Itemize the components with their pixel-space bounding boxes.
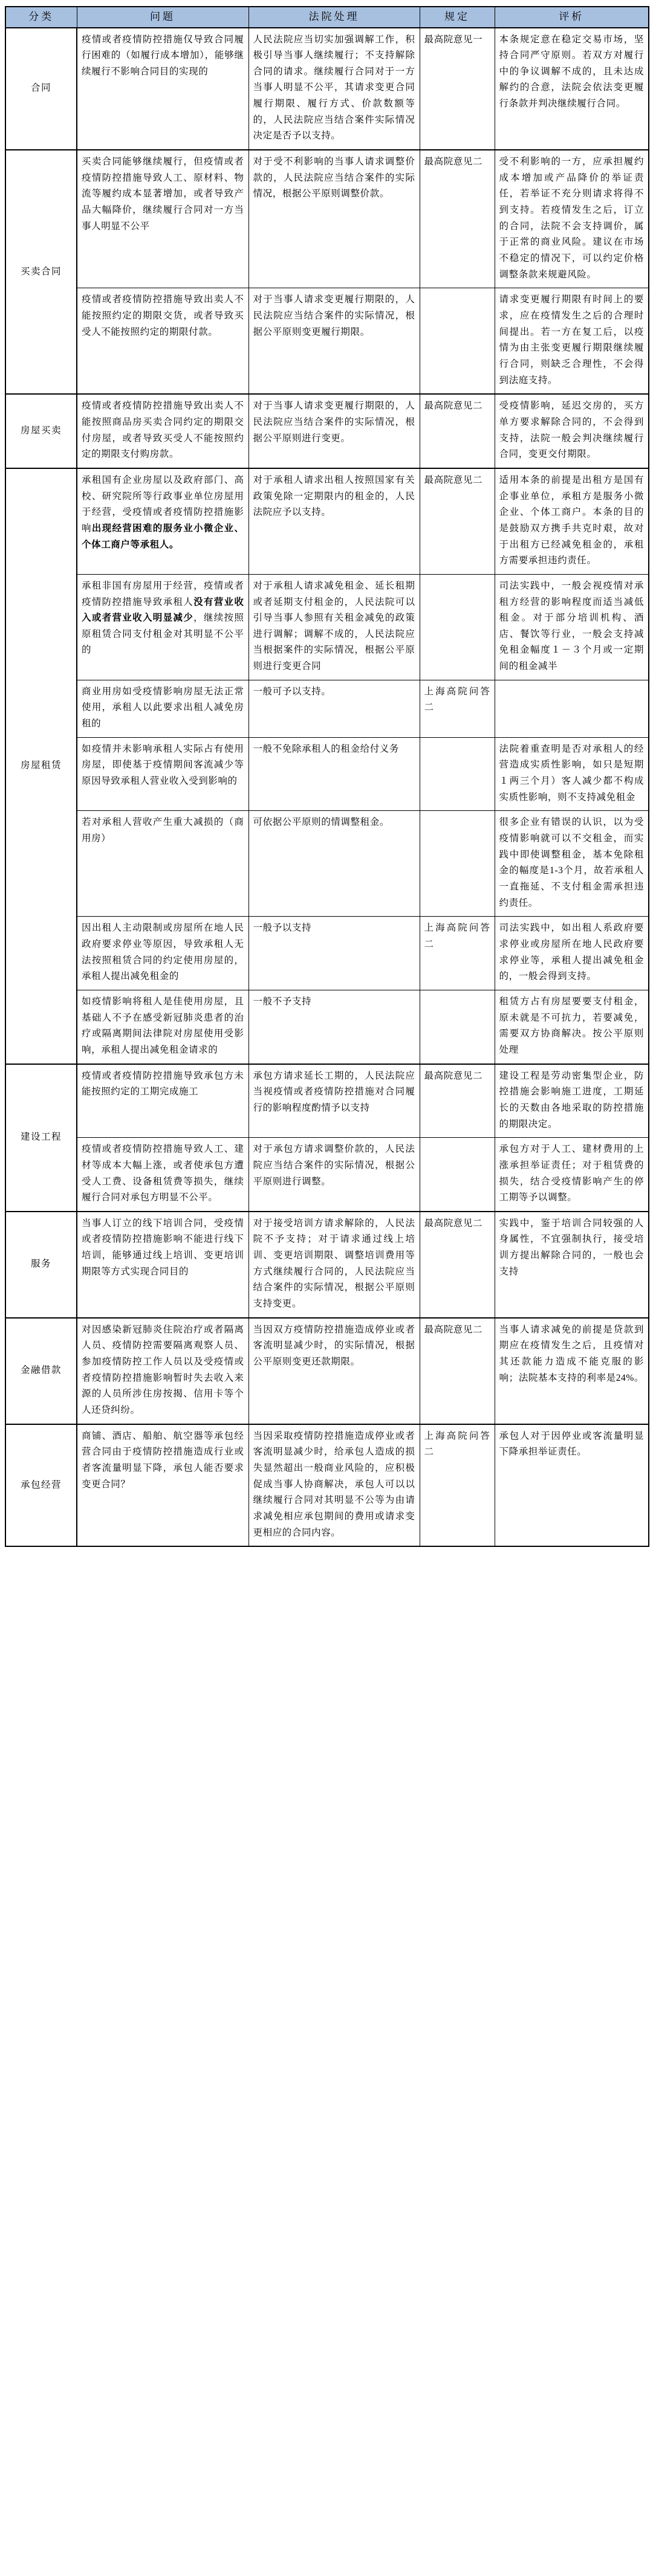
regulation-cell: 最高院意见二: [420, 468, 495, 574]
regulation-cell: 最高院意见二: [420, 150, 495, 288]
table-header: [5, 7, 649, 28]
regulation-cell: [420, 1138, 495, 1212]
court-handling-cell: 对于承租人请求出租人按照国家有关政策免除一定期限内的租金的，人民法院应予以支持。: [249, 468, 420, 574]
regulation-cell: 上海高院问答二: [420, 680, 495, 737]
table-row: [5, 28, 649, 150]
table-row: [5, 1138, 649, 1212]
table-row: [5, 1424, 649, 1547]
regulation-cell: 上海高院问答二: [420, 917, 495, 990]
analysis-cell: 司法实践中，一般会视疫情对承租方经营的影响程度而适当减低租金。对于部分培训机构、酒店、餐饮等行业，一般会支持减免租金幅度１－３个月或一定期间的租金减半: [495, 574, 649, 680]
court-handling-cell: 当因双方疫情防控措施造成停业或者客流明显减少时，的实际情况，根据公平原则变更还款期限。: [249, 1318, 420, 1424]
category-cell: 买卖合同: [5, 150, 77, 394]
problem-cell: 如疫情并未影响承租人实际占有使用房屋，即使基于疫情期间客流减少等原因导致承租人营业收入受到影响的: [77, 737, 249, 811]
analysis-cell: 建设工程是劳动密集型企业，防控措施会影响施工进度，工期延长的天数由各地采取的防控措施的期限决定。: [495, 1064, 649, 1138]
court-handling-cell: 承包方请求延长工期的，人民法院应当视疫情或者疫情防控措施对合同履行的影响程度酌情予以支持: [249, 1064, 420, 1138]
problem-cell: 如疫情影响将租人是佳使用房屋，且基础人不予在感受新冠肺炎患者的治疗或隔离期间法律院对房屋使用受影响，承租人提出减免租金请求的: [77, 990, 249, 1064]
analysis-cell: 当事人请求减免的前提是贷款到期应在疫情发生之后，且疫情对其还款能力造成不能克服的影响；法院基本支持的利率是24%。: [495, 1318, 649, 1424]
category-cell: 房屋租赁: [5, 468, 77, 1064]
court-handling-cell: 一般予以支持: [249, 917, 420, 990]
table-row: [5, 394, 649, 468]
problem-cell: 因出租人主动限制或房屋所在地人民政府要求停业等原因，导致承租人无法按照租赁合同的约定使用房屋的，承租人提出减免租金的: [77, 917, 249, 990]
table-row: [5, 680, 649, 737]
court-handling-cell: 一般不予支持: [249, 990, 420, 1064]
problem-cell: 对因感染新冠肺炎住院治疗或者隔离人员、疫情防控需要隔离观察人员、参加疫情防控工作人员以及受疫情或者疫情防控措施影响暂时失去收入来源的人员所涉住房按揭、信用卡等个人还贷纠纷。: [77, 1318, 249, 1424]
analysis-cell: 法院着重查明是否对承租人的经营造成实质性影响，如只是短期１两三个月）客人减少都不构成实质性影响，则不支持减免租金: [495, 737, 649, 811]
header-row: [5, 7, 649, 28]
court-handling-cell: 对于当事人请求变更履行期限的，人民法院应当结合案件的实际情况，根据公平原则变更履行期限。: [249, 288, 420, 394]
problem-cell: 疫情或者疫情防控措施导致出卖人不能按照约定的期限交货，或者导致买受人不能按照约定的期限付款。: [77, 288, 249, 394]
emphasis-text: 出现经营困难的服务业小微企业、个体工商户等承租人。: [82, 523, 244, 550]
category-cell: 建设工程: [5, 1064, 77, 1212]
column-header-court: 法院处理: [249, 7, 420, 28]
problem-cell: 当事人订立的线下培训合同，受疫情或者疫情防控措施影响不能进行线下培训，能够通过线上培训、变更培训期限等方式实现合同目的: [77, 1212, 249, 1318]
table-row: [5, 990, 649, 1064]
court-handling-cell: 对于接受培训方请求解除的，人民法院不予支持；对于请求通过线上培训、变更培训期限、调整培训费用等方式继续履行合同的，人民法院应当结合案件的实际情况，根据公平原则支持变更。: [249, 1212, 420, 1318]
table-row: [5, 737, 649, 811]
regulation-cell: [420, 811, 495, 917]
body-text: ，继续按照原租赁合同支付租金对其明显不公平的: [82, 613, 244, 656]
analysis-cell: 适用本条的前提是出租方是国有企事业单位，承租方是服务小微企业、个体工商户。本条的目的是鼓励双方携手共克时艰，故对于出租方已经减免租金的，承租方需要承担违约责任。: [495, 468, 649, 574]
analysis-cell: 请求变更履行期限有时间上的要求，应在疫情发生之后的合理时间提出。若一方在复工后，以疫情为由主张变更履行期限继续履行合同，则缺乏合理性，不会得到法庭支持。: [495, 288, 649, 394]
problem-cell: 疫情或者疫情防控措施导致人工、建材等成本大幅上涨，或者使承包方遭受人工费、设备租赁费等损失，继续履行合同对承包方明显不公平。: [77, 1138, 249, 1212]
column-header-problem: 问题: [77, 7, 249, 28]
court-handling-cell: 可依据公平原则的情调整租金。: [249, 811, 420, 917]
problem-cell: 商业用房如受疫情影响房屋无法正常使用，承租人以此要求出租人减免房租的: [77, 680, 249, 737]
analysis-cell: 受疫情影响，延迟交房的，买方单方要求解除合同的，不会得到支持，法院一般会判决继续履行合同，变更交付期限。: [495, 394, 649, 468]
table-row: [5, 1318, 649, 1424]
problem-cell: 商铺、酒店、船舶、航空器等承包经营合同由于疫情防控措施造成行业或者客流量明显下降，承包人能否要求变更合同？: [77, 1424, 249, 1547]
court-handling-cell: 当因采取疫情防控措施造成停业或者客流明显减少时，给承包人造成的损失显然超出一般商业风险的，应积极促成当事人协商解决，承包人可以以继续履行合同对其明显不公等为由请求减免相应承包期间的费用或请求变更相应的合同内容。: [249, 1424, 420, 1547]
analysis-cell: [495, 680, 649, 737]
analysis-cell: 很多企业有错误的认识，以为受疫情影响就可以不交租金，而实践中即使调整租金，基本免除租金的幅度是1-3个月，故若承租人一直拖延、不支付租金需承担违约责任。: [495, 811, 649, 917]
table-row: [5, 811, 649, 917]
analysis-cell: 承包方对于人工、建材费用的上涨承担举证责任；对于租赁费的损失，结合受疫情影响产生的停工期等予以调整。: [495, 1138, 649, 1212]
table-row: [5, 1212, 649, 1318]
regulation-cell: 最高院意见二: [420, 1064, 495, 1138]
table-row: [5, 288, 649, 394]
regulation-cell: 最高院意见二: [420, 1318, 495, 1424]
problem-cell: 疫情或者疫情防控措施导致出卖人不能按照商品房买卖合同约定的期限交付房屋，或者导致买受人不能按照约定的期限支付购房款。: [77, 394, 249, 468]
table-row: [5, 917, 649, 990]
problem-cell: 疫情或者疫情防控措施仅导致合同履行困难的（如履行成本增加），能够继续履行不影响合同目的实现的: [77, 28, 249, 150]
column-header-regulation: 规定: [420, 7, 495, 28]
regulation-cell: 最高院意见二: [420, 1212, 495, 1318]
court-handling-cell: 对于承包方请求调整价款的，人民法院应当结合案件的实际情况，根据公平原则进行调整。: [249, 1138, 420, 1212]
regulation-cell: [420, 574, 495, 680]
column-header-analysis: 评析: [495, 7, 649, 28]
court-handling-cell: 一般不免除承租人的租金给付义务: [249, 737, 420, 811]
category-cell: 合同: [5, 28, 77, 150]
table-body: [5, 28, 649, 1547]
table-row: [5, 1064, 649, 1138]
analysis-cell: 受不利影响的一方，应承担履约成本增加或产品降价的举证责任，若举证不充分则请求将得不到支持。若疫情发生之后，订立的合同，法院不会支持调价，属于正常的商业风险。建议在市场不稳定的情况下，可以约定价格调整条款来规避风险。: [495, 150, 649, 288]
regulation-cell: 最高院意见二: [420, 394, 495, 468]
emphasis-text: 没有营业收入或者营业收入明显减少: [82, 596, 244, 624]
regulation-cell: [420, 288, 495, 394]
problem-cell: 疫情或者疫情防控措施导致承包方未能按照约定的工期完成施工: [77, 1064, 249, 1138]
court-handling-cell: 对于当事人请求变更履行期限的，人民法院应当结合案件的实际情况，根据公平原则进行变更。: [249, 394, 420, 468]
body-text: 承租非国有房屋用于经营，疫情或者疫情防控措施导致承租人: [82, 580, 244, 607]
regulation-cell: 上海高院问答二: [420, 1424, 495, 1547]
body-text: 承租国有企业房屋以及政府部门、高校、研究院所等行政事业单位房屋用于经营，受疫情或者疫情防控措施影响: [82, 474, 244, 534]
analysis-cell: 承包人对于因停业或客流量明显下降承担举证责任。: [495, 1424, 649, 1547]
court-handling-cell: 一般可予以支持。: [249, 680, 420, 737]
table-row: [5, 468, 649, 574]
analysis-cell: 司法实践中，如出租人系政府要求停业或房屋所在地人民政府要求停业等，承租人提出减免租金的，一般会得到支持。: [495, 917, 649, 990]
court-handling-cell: 对于承租人请求减免租金、延长租期或者延期支付租金的，人民法院可以引导当事人参照有关租金减免的政策进行调解；调解不成的，人民法院应当根据案件的实际情况，根据公平原则进行变更合同: [249, 574, 420, 680]
analysis-cell: 实践中，鉴于培训合同较强的人身属性，不宜强制执行，接受培训方提出解除合同的，一般也会支持: [495, 1212, 649, 1318]
table-row: [5, 574, 649, 680]
category-cell: 房屋买卖: [5, 394, 77, 468]
table-row: [5, 150, 649, 288]
category-cell: 金融借款: [5, 1318, 77, 1424]
problem-cell: [77, 574, 249, 680]
column-header-category: 分类: [5, 7, 77, 28]
problem-cell: 若对承租人营收产生重大减损的（商用房）: [77, 811, 249, 917]
analysis-cell: 租赁方占有房屋要要支付租金，原未就是不可抗力，若要减免，需要双方协商解决。按公平原则处理: [495, 990, 649, 1064]
analysis-cell: 本条规定意在稳定交易市场，坚持合同严守原则。若双方对履行中的争议调解不成的，且未达成解约的合意，法院会依法变更履行条款并判决继续履行合同。: [495, 28, 649, 150]
category-cell: 承包经营: [5, 1424, 77, 1547]
regulation-cell: [420, 737, 495, 811]
court-handling-cell: 对于受不利影响的当事人请求调整价款的，人民法院应当结合案件的实际情况，根据公平原则调整价款。: [249, 150, 420, 288]
problem-cell: 买卖合同能够继续履行，但疫情或者疫情防控措施导致人工、原材料、物流等履约成本显著增加，或者导致产品大幅降价，继续履行合同对一方当事人明显不公平: [77, 150, 249, 288]
court-handling-cell: 人民法院应当切实加强调解工作，积极引导当事人继续履行；不支持解除合同的请求。继续履行合同对于一方当事人明显不公平，其请求变更合同履行期限、履行方式、价款数额等的，人民法院应当结合案件实际情况决定是否予以支持。: [249, 28, 420, 150]
category-cell: 服务: [5, 1212, 77, 1318]
regulation-cell: 最高院意见一: [420, 28, 495, 150]
regulation-cell: [420, 990, 495, 1064]
epidemic-contract-rules-table: [5, 6, 649, 1547]
problem-cell: [77, 468, 249, 574]
